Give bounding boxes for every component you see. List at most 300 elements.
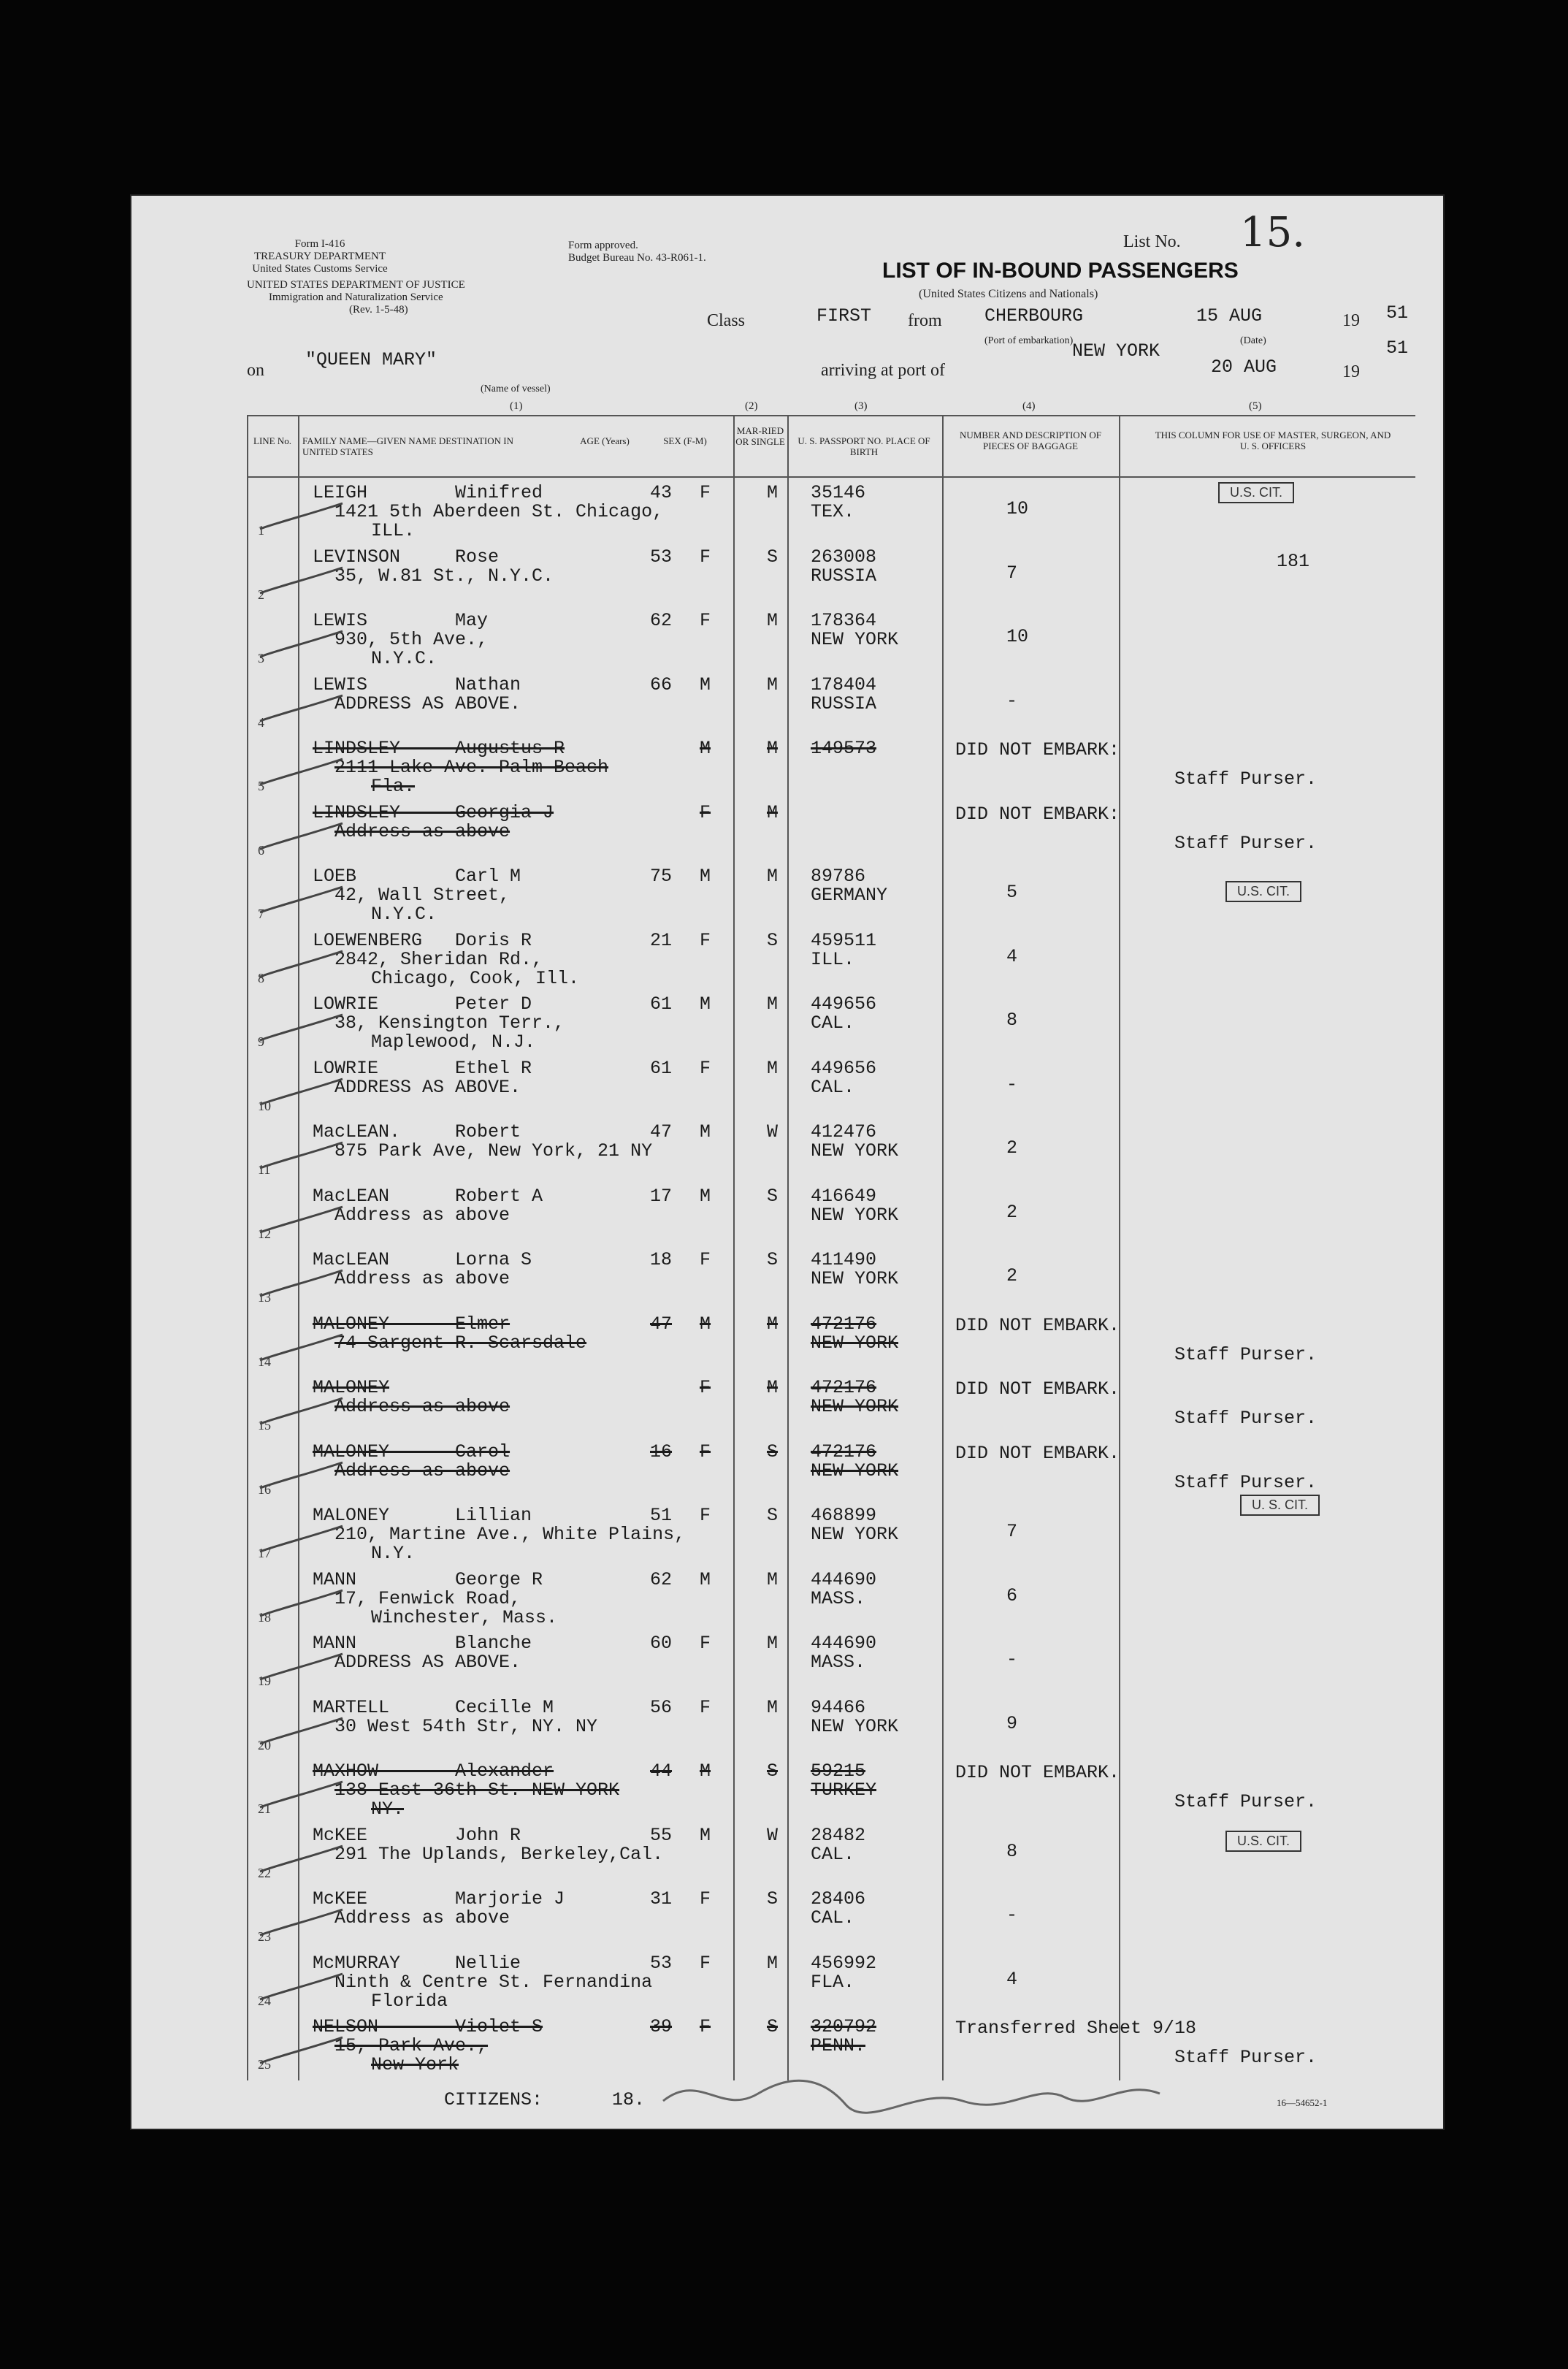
- tick-mark-icon: [259, 947, 346, 991]
- destination-address-line2: New York: [371, 2054, 459, 2075]
- col-header-name: FAMILY NAME—GIVEN NAME DESTINATION IN UNITED STATES: [302, 435, 514, 457]
- passport-number: 263008: [811, 546, 877, 568]
- table-row: [130, 1694, 1445, 1758]
- marital-status: S: [767, 929, 779, 951]
- passport-number: 411490: [811, 1249, 877, 1270]
- place-of-birth: NEW YORK: [811, 1460, 899, 1481]
- destination-address: Address as above: [334, 1204, 510, 1226]
- line-number: 10: [258, 1098, 271, 1113]
- col-header-passport: U. S. PASSPORT NO. PLACE OF BIRTH: [798, 435, 930, 457]
- marital-status: S: [767, 1760, 779, 1782]
- line-number: 20: [258, 1737, 271, 1752]
- embark-year: 51: [1386, 302, 1409, 324]
- line-number: 19: [258, 1674, 271, 1688]
- destination-address-line2: ILL.: [371, 520, 416, 541]
- tick-mark-icon: [259, 1906, 346, 1950]
- col-num-3: (3): [854, 400, 868, 412]
- table-row: [130, 991, 1445, 1055]
- destination-address: ADDRESS AS ABOVE.: [334, 1652, 521, 1673]
- sex: M: [700, 1568, 711, 1590]
- passenger-name: McKEE Marjorie J: [313, 1888, 565, 1910]
- tick-mark-icon: [259, 1522, 346, 1566]
- passenger-name: LINDSLEY Georgia J: [313, 801, 554, 823]
- officer-note: Staff Purser.: [1174, 768, 1317, 790]
- footer-code: 16—54652-1: [1277, 2097, 1328, 2108]
- destination-address: 291 The Uplands, Berkeley,Cal.: [334, 1843, 664, 1865]
- marital-status: M: [767, 482, 779, 503]
- justice-dept: UNITED STATES DEPARTMENT OF JUSTICE: [247, 279, 465, 291]
- arrival-year: 51: [1386, 337, 1409, 359]
- passport-number: 449656: [811, 993, 877, 1015]
- tick-mark-icon: [259, 1970, 346, 2014]
- passenger-name: NELSON Violet S: [313, 2016, 543, 2037]
- place-of-birth: CAL.: [811, 1843, 855, 1865]
- table-row: [130, 1950, 1445, 2014]
- tick-mark-icon: [259, 755, 346, 799]
- passenger-name: LOWRIE Ethel R: [313, 1057, 532, 1079]
- baggage: DID NOT EMBARK:: [955, 803, 1120, 825]
- line-number: 6: [258, 842, 264, 858]
- col-header-married: MAR-RIED OR SINGLE: [735, 425, 785, 447]
- destination-address: 17, Fenwick Road,: [334, 1587, 521, 1609]
- sex: F: [700, 1249, 711, 1270]
- destination-address: 42, Wall Street,: [334, 885, 510, 906]
- destination-address-line2: Chicago, Cook, Ill.: [371, 967, 580, 989]
- destination-address: 210, Martine Ave., White Plains,: [334, 1524, 686, 1545]
- marital-status: M: [767, 610, 779, 631]
- marital-status: M: [767, 993, 779, 1015]
- class-label: Class: [707, 311, 746, 330]
- marital-status: M: [767, 1696, 779, 1718]
- table-row: [130, 1311, 1445, 1375]
- table-row: [130, 1758, 1445, 1822]
- baggage: 8: [1006, 1010, 1018, 1031]
- tick-mark-icon: [259, 1778, 346, 1822]
- sex: F: [700, 2016, 711, 2037]
- col-num-5: (5): [1249, 400, 1262, 412]
- passenger-name: MacLEAN Lorna S: [313, 1249, 532, 1270]
- arrival-port: NEW YORK: [1072, 340, 1160, 362]
- passenger-name: MALONEY Elmer: [313, 1313, 510, 1335]
- tick-mark-icon: [259, 1650, 346, 1694]
- sex: M: [700, 1121, 711, 1142]
- baggage: 4: [1006, 1968, 1018, 1990]
- table-header-rule: [247, 476, 1415, 478]
- tick-mark-icon: [259, 883, 346, 927]
- baggage: 9: [1006, 1712, 1018, 1734]
- destination-address: Address as above: [334, 1907, 510, 1929]
- destination-address: Address as above: [334, 1268, 510, 1289]
- baggage: 5: [1006, 882, 1018, 903]
- col-num-1: (1): [510, 400, 523, 412]
- destination-address: 35, W.81 St., N.Y.C.: [334, 565, 554, 587]
- line-number: 16: [258, 1481, 271, 1497]
- tick-mark-icon: [259, 2034, 346, 2078]
- line-number: 12: [258, 1226, 271, 1241]
- col-header-line-no: LINE No.: [253, 435, 291, 446]
- line-number: 13: [258, 1290, 271, 1305]
- date-caption: (Date): [1240, 335, 1266, 346]
- destination-address: ADDRESS AS ABOVE.: [334, 693, 521, 714]
- passport-number: 449656: [811, 1057, 877, 1079]
- place-of-birth: TEX.: [811, 501, 855, 522]
- age: 60: [650, 1633, 673, 1654]
- sex: F: [700, 546, 711, 568]
- destination-address: 930, 5th Ave.,: [334, 629, 489, 650]
- sex: F: [700, 1057, 711, 1079]
- form-number: Form I-416: [294, 238, 345, 250]
- marital-status: W: [767, 1121, 779, 1142]
- officer-signature-scribble: [656, 2064, 1167, 2123]
- age: 31: [650, 1888, 673, 1910]
- revision: (Rev. 1-5-48): [349, 304, 408, 316]
- destination-address-line2: Winchester, Mass.: [371, 1606, 558, 1628]
- embark-year-prefix: 19: [1342, 311, 1360, 330]
- age: 62: [650, 1568, 673, 1590]
- passenger-name: LEIGH Winifred: [313, 482, 543, 503]
- form-title: LIST OF IN-BOUND PASSENGERS: [882, 259, 1239, 283]
- table-row: [130, 927, 1445, 991]
- place-of-birth: NEW YORK: [811, 1204, 899, 1226]
- age: 43: [650, 482, 673, 503]
- passenger-name: LEWIS Nathan: [313, 674, 521, 695]
- sex: M: [700, 1824, 711, 1846]
- table-row: [130, 1885, 1445, 1950]
- passenger-name: LEVINSON Rose: [313, 546, 500, 568]
- officer-note: Staff Purser.: [1174, 1408, 1317, 1429]
- baggage: DID NOT EMBARK.: [955, 1762, 1120, 1783]
- passport-number: 149573: [811, 738, 877, 759]
- tick-mark-icon: [259, 564, 346, 608]
- destination-address-line2: Fla.: [371, 776, 416, 797]
- sex: F: [700, 610, 711, 631]
- sex: F: [700, 482, 711, 503]
- destination-address-line2: N.Y.: [371, 1543, 416, 1564]
- place-of-birth: RUSSIA: [811, 693, 877, 714]
- baggage: DID NOT EMBARK.: [955, 1442, 1120, 1464]
- tick-mark-icon: [259, 1587, 346, 1630]
- col-header-baggage: NUMBER AND DESCRIPTION OF PIECES OF BAGGAGE: [960, 430, 1101, 451]
- place-of-birth: ILL.: [811, 948, 855, 970]
- col-num-4: (4): [1022, 400, 1036, 412]
- marital-status: M: [767, 1568, 779, 1590]
- line-number: 17: [258, 1546, 271, 1560]
- passenger-manifest-page: [130, 194, 1445, 2130]
- line-number: 2: [258, 587, 264, 602]
- destination-address: 2111 Lake Ave. Palm Beach: [334, 757, 609, 778]
- table-row: [130, 735, 1445, 799]
- baggage: 10: [1006, 498, 1029, 519]
- passenger-name: MALONEY Carol: [313, 1441, 510, 1462]
- line-number: 22: [258, 1865, 271, 1880]
- col-num-2: (2): [745, 400, 758, 412]
- passport-number: 472176: [811, 1377, 877, 1398]
- tick-mark-icon: [259, 820, 346, 863]
- tick-mark-icon: [259, 1011, 346, 1055]
- tick-mark-icon: [259, 1267, 346, 1311]
- marital-status: S: [767, 1441, 779, 1462]
- arriving-label: arriving at port of: [821, 361, 945, 380]
- baggage: DID NOT EMBARK.: [955, 1314, 1120, 1336]
- baggage: 10: [1006, 626, 1029, 647]
- from-label: from: [908, 311, 942, 330]
- destination-address: 30 West 54th Str, NY. NY: [334, 1715, 598, 1737]
- baggage: 6: [1006, 1584, 1018, 1606]
- ins-service: Immigration and Naturalization Service: [269, 291, 443, 303]
- baggage: Transferred Sheet 9/18: [955, 2018, 1197, 2039]
- baggage: -: [1006, 1649, 1018, 1670]
- marital-status: M: [767, 801, 779, 823]
- baggage: 2: [1006, 1137, 1018, 1159]
- age: 53: [650, 1952, 673, 1974]
- tick-mark-icon: [259, 1075, 346, 1119]
- col-header-officers: THIS COLUMN FOR USE OF MASTER, SURGEON, AND U. S. OFFICERS: [1155, 430, 1391, 451]
- place-of-birth: TURKEY: [811, 1779, 877, 1801]
- marital-status: S: [767, 1185, 779, 1207]
- sex: F: [700, 801, 711, 823]
- age: 61: [650, 993, 673, 1015]
- passenger-name: McKEE John R: [313, 1824, 521, 1846]
- sex: M: [700, 1760, 711, 1782]
- tick-mark-icon: [259, 500, 346, 543]
- baggage: -: [1006, 690, 1018, 712]
- place-of-birth: NEW YORK: [811, 1268, 899, 1289]
- tick-mark-icon: [259, 1139, 346, 1183]
- marital-status: S: [767, 1249, 779, 1270]
- marital-status: S: [767, 1505, 779, 1526]
- place-of-birth: MASS.: [811, 1652, 866, 1673]
- port-embark-caption: (Port of embarkation): [984, 335, 1074, 346]
- age: 56: [650, 1696, 673, 1718]
- place-of-birth: PENN.: [811, 2035, 866, 2056]
- place-of-birth: RUSSIA: [811, 565, 877, 587]
- age: 62: [650, 610, 673, 631]
- line-number: 7: [258, 907, 264, 921]
- table-row: [130, 1183, 1445, 1247]
- place-of-birth: NEW YORK: [811, 1715, 899, 1737]
- age: 51: [650, 1505, 673, 1526]
- age: 17: [650, 1185, 673, 1207]
- vessel-name: "QUEEN MARY": [305, 349, 437, 370]
- list-no-label: List No.: [1123, 232, 1181, 251]
- officer-note: Staff Purser.: [1174, 1343, 1317, 1365]
- destination-address-line2: NY.: [371, 1798, 405, 1820]
- passport-number: 468899: [811, 1505, 877, 1526]
- line-number: 14: [258, 1354, 271, 1369]
- officer-note: Staff Purser.: [1174, 832, 1317, 854]
- place-of-birth: NEW YORK: [811, 1332, 899, 1354]
- place-of-birth: NEW YORK: [811, 1524, 899, 1545]
- passenger-name: MANN Blanche: [313, 1633, 532, 1654]
- marital-status: S: [767, 2016, 779, 2037]
- line-number: 1: [258, 523, 264, 538]
- destination-address: 1421 5th Aberdeen St. Chicago,: [334, 501, 664, 522]
- table-row: [130, 1566, 1445, 1630]
- approval-block: [568, 240, 706, 264]
- age: 39: [650, 2016, 673, 2037]
- table-row: [130, 1055, 1445, 1119]
- us-citizen-stamp: U.S. CIT.: [1225, 881, 1301, 902]
- baggage: -: [1006, 1073, 1018, 1095]
- passport-number: 456992: [811, 1952, 877, 1974]
- table-row: [130, 543, 1445, 608]
- baggage: 7: [1006, 562, 1018, 584]
- citizens-label: CITIZENS:: [444, 2089, 543, 2110]
- passport-number: 28482: [811, 1824, 866, 1846]
- tick-mark-icon: [259, 1842, 346, 1886]
- us-citizen-stamp: U. S. CIT.: [1240, 1495, 1320, 1516]
- destination-address: 2842, Sheridan Rd.,: [334, 948, 543, 970]
- line-number: 21: [258, 1801, 271, 1816]
- passport-number: 94466: [811, 1696, 866, 1718]
- passenger-name: LEWIS May: [313, 610, 489, 631]
- from-port: CHERBOURG: [984, 305, 1084, 327]
- destination-address: 138 East 36th St. NEW YORK: [334, 1779, 620, 1801]
- baggage: 2: [1006, 1201, 1018, 1223]
- passenger-name: MARTELL Cecille M: [313, 1696, 554, 1718]
- tick-mark-icon: [259, 627, 346, 671]
- destination-address: 74 Sargent R. Scarsdale: [334, 1332, 587, 1354]
- on-label: on: [247, 361, 264, 380]
- marital-status: W: [767, 1824, 779, 1846]
- tick-mark-icon: [259, 692, 346, 736]
- passenger-name: MANN George R: [313, 1568, 543, 1590]
- justice-block: [247, 279, 575, 316]
- baggage: 2: [1006, 1265, 1018, 1286]
- passport-number: 178404: [811, 674, 877, 695]
- passenger-name: MacLEAN Robert A: [313, 1185, 543, 1207]
- officer-note: 181: [1277, 550, 1310, 572]
- passport-number: 444690: [811, 1633, 877, 1654]
- marital-status: S: [767, 1888, 779, 1910]
- place-of-birth: NEW YORK: [811, 1396, 899, 1417]
- us-citizen-stamp: U.S. CIT.: [1225, 1831, 1301, 1852]
- baggage: 7: [1006, 1521, 1018, 1542]
- line-number: 8: [258, 970, 264, 985]
- destination-address: Address as above: [334, 820, 510, 842]
- place-of-birth: NEW YORK: [811, 629, 899, 650]
- officer-note: Staff Purser.: [1174, 2047, 1317, 2068]
- passport-number: 28406: [811, 1888, 866, 1910]
- passenger-name: LINDSLEY Augustus R: [313, 738, 565, 759]
- line-number: 25: [258, 2057, 271, 2072]
- sex: M: [700, 993, 711, 1015]
- line-number: 11: [258, 1162, 271, 1177]
- marital-status: M: [767, 1377, 779, 1398]
- baggage: DID NOT EMBARK.: [955, 1378, 1120, 1400]
- vessel-caption: (Name of vessel): [481, 384, 551, 394]
- col-header-age: AGE (Years): [580, 435, 630, 446]
- line-number: 9: [258, 1034, 264, 1049]
- marital-status: M: [767, 1633, 779, 1654]
- sex: F: [700, 1696, 711, 1718]
- passport-number: 459511: [811, 929, 877, 951]
- arrival-date: 20 AUG: [1211, 356, 1277, 378]
- destination-address-line2: N.Y.C.: [371, 648, 437, 669]
- place-of-birth: CAL.: [811, 1907, 855, 1929]
- us-citizen-stamp: U.S. CIT.: [1218, 482, 1294, 503]
- passenger-name: MALONEY: [313, 1377, 390, 1398]
- passport-number: 472176: [811, 1441, 877, 1462]
- place-of-birth: CAL.: [811, 1076, 855, 1098]
- arrival-year-prefix: 19: [1342, 362, 1360, 381]
- tick-mark-icon: [259, 1331, 346, 1375]
- sex: M: [700, 866, 711, 887]
- sex: F: [700, 1505, 711, 1526]
- tick-mark-icon: [259, 1714, 346, 1758]
- sex: F: [700, 929, 711, 951]
- marital-status: M: [767, 674, 779, 695]
- passenger-name: McMURRAY Nellie: [313, 1952, 521, 1974]
- sex: F: [700, 1952, 711, 1974]
- line-number: 4: [258, 714, 264, 730]
- place-of-birth: NEW YORK: [811, 1140, 899, 1161]
- age: 47: [650, 1121, 673, 1142]
- sex: F: [700, 1441, 711, 1462]
- marital-status: M: [767, 1057, 779, 1079]
- age: 18: [650, 1249, 673, 1270]
- line-number: 15: [258, 1418, 271, 1433]
- treasury-dept: TREASURY DEPARTMENT: [253, 251, 386, 262]
- place-of-birth: MASS.: [811, 1587, 866, 1609]
- passenger-name: LOEWENBERG Doris R: [313, 929, 532, 951]
- line-number: 3: [258, 651, 264, 665]
- baggage: DID NOT EMBARK:: [955, 739, 1120, 760]
- age: 16: [650, 1441, 673, 1462]
- marital-status: M: [767, 1313, 779, 1335]
- sex: M: [700, 1313, 711, 1335]
- destination-address-line2: Florida: [371, 1990, 448, 2012]
- passport-number: 444690: [811, 1568, 877, 1590]
- passport-number: 320792: [811, 2016, 877, 2037]
- destination-address: 875 Park Ave, New York, 21 NY: [334, 1140, 653, 1161]
- destination-address: Address as above: [334, 1460, 510, 1481]
- baggage: 8: [1006, 1840, 1018, 1862]
- sex: F: [700, 1633, 711, 1654]
- age: 61: [650, 1057, 673, 1079]
- marital-status: S: [767, 546, 779, 568]
- table-row: [130, 1374, 1445, 1438]
- line-number: 5: [258, 779, 264, 793]
- marital-status: M: [767, 866, 779, 887]
- sex: M: [700, 1185, 711, 1207]
- marital-status: M: [767, 738, 779, 759]
- passport-number: 472176: [811, 1313, 877, 1335]
- place-of-birth: GERMANY: [811, 885, 888, 906]
- age: 66: [650, 674, 673, 695]
- sex: F: [700, 1377, 711, 1398]
- baggage: 4: [1006, 945, 1018, 967]
- destination-address: Address as above: [334, 1396, 510, 1417]
- passenger-name: LOEB Carl M: [313, 866, 521, 887]
- place-of-birth: CAL.: [811, 1012, 855, 1034]
- age: 55: [650, 1824, 673, 1846]
- destination-address-line2: Maplewood, N.J.: [371, 1031, 536, 1053]
- sex: M: [700, 674, 711, 695]
- class-value: FIRST: [816, 305, 872, 327]
- table-row: [130, 607, 1445, 671]
- destination-address-line2: N.Y.C.: [371, 904, 437, 925]
- passport-number: 89786: [811, 866, 866, 887]
- sex: M: [700, 738, 711, 759]
- passport-number: 416649: [811, 1185, 877, 1207]
- table-row: [130, 671, 1445, 736]
- passenger-name: MacLEAN. Robert: [313, 1121, 521, 1142]
- officer-note: Staff Purser.: [1174, 1791, 1317, 1812]
- line-number: 24: [258, 1993, 271, 2008]
- table-row: [130, 1630, 1445, 1694]
- place-of-birth: FLA.: [811, 1971, 855, 1993]
